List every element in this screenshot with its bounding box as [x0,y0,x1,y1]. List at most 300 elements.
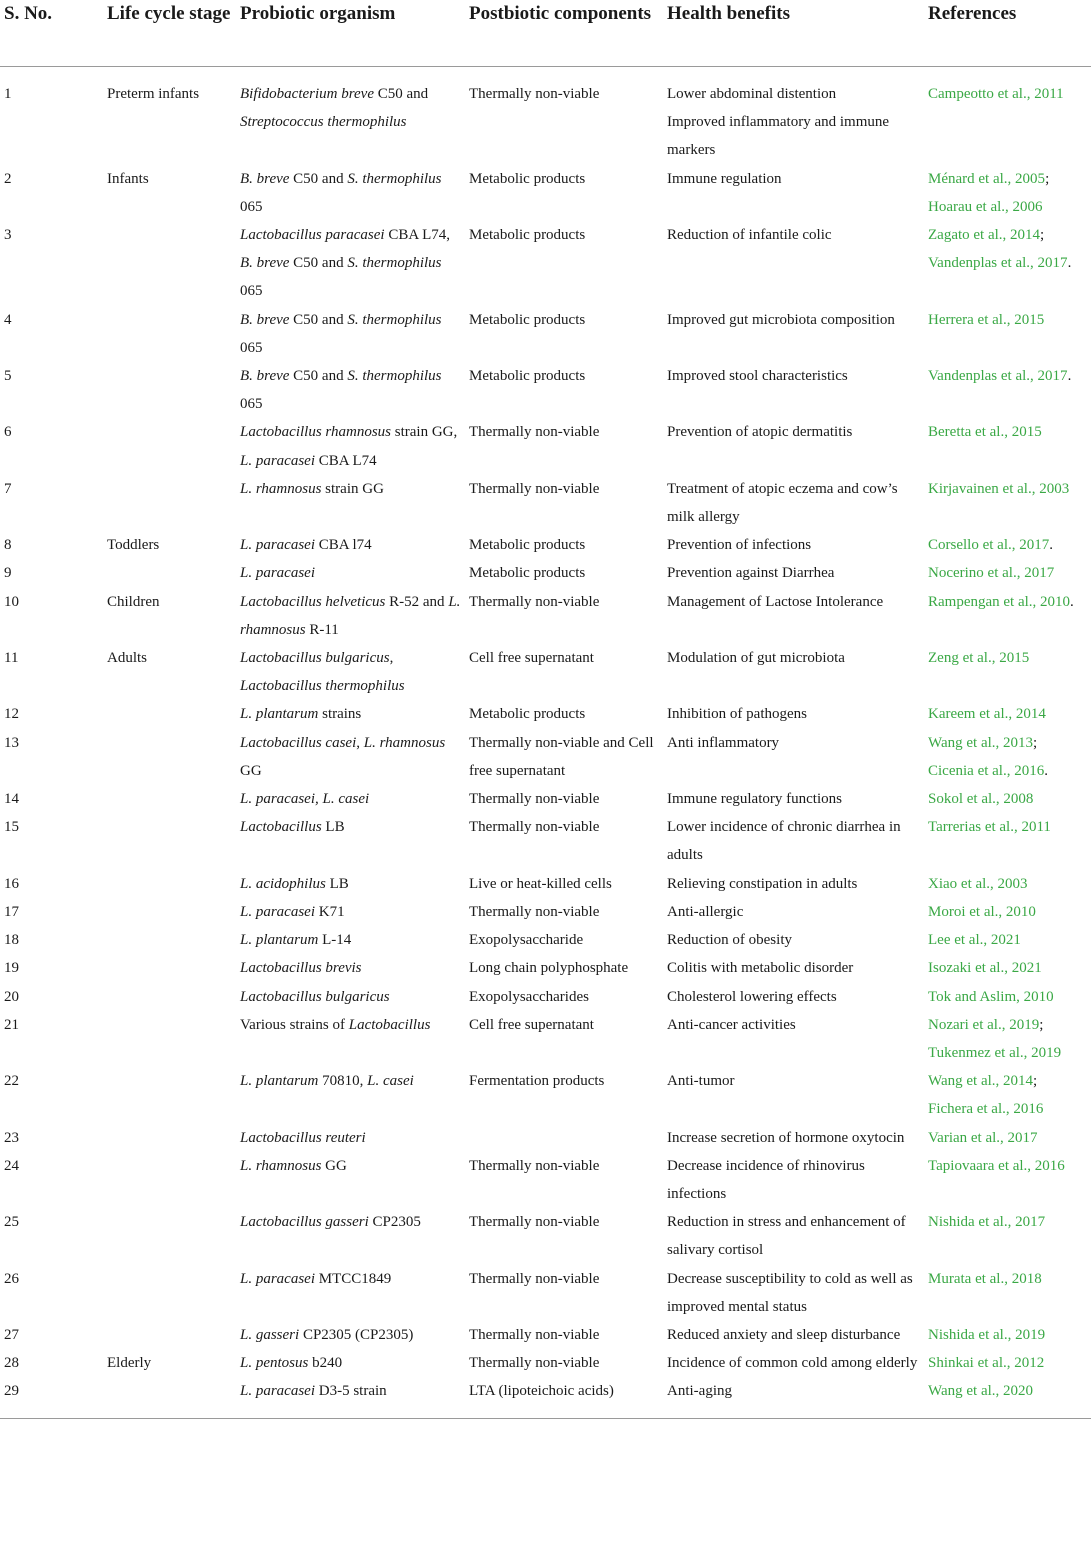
reference-link[interactable]: Corsello et al., 2017 [928,537,1050,554]
health-benefit-line: Colitis with metabolic disorder [667,960,854,977]
cell-references [924,785,1091,813]
health-benefit-line: Immune regulatory functions [667,791,842,808]
reference-link[interactable]: Kirjavainen et al., 2003 [928,480,1070,497]
table-body [0,67,1091,1419]
cell-postbiotic-components: Thermally non-viable [469,86,600,102]
reference-line [928,954,1091,982]
reference-link[interactable]: Xiao et al., 2003 [928,875,1028,892]
reference-line [928,475,1091,503]
cell-health-benefits [663,926,924,954]
organism-text: MTCC1849 [315,1270,392,1287]
cell-life-cycle-stage [103,1011,236,1067]
reference-line [928,1377,1091,1405]
cell-sno: 16 [4,875,19,892]
cell-probiotic-organism [236,531,465,559]
cell-sno: 13 [4,734,19,751]
reference-link[interactable]: Cicenia et al., 2016 [928,762,1045,779]
cell-life-cycle-stage [103,362,236,418]
reference-link[interactable]: Wang et al., 2014 [928,1073,1034,1090]
table-row [0,813,1091,869]
organism-text: CBA L74, [384,227,451,244]
organism-text: 065 [240,339,263,356]
cell-references [924,1349,1091,1377]
cell-sno: 14 [4,791,19,808]
cell-probiotic-organism [236,870,465,898]
reference-line [928,531,1091,559]
table-row [0,1321,1091,1349]
cell-sno: 1 [4,86,12,102]
table-row [0,1011,1091,1067]
cell-references [924,362,1091,418]
cell-references [924,1011,1091,1067]
health-benefit-line: Improved inflammatory and immune markers [667,114,890,159]
organism-text: C50 and [374,86,429,102]
cell-sno: 10 [4,593,19,610]
reference-separator: ; [1045,170,1050,187]
organism-name-italic: L. paracasei [240,903,315,920]
table-row [0,926,1091,954]
cell-life-cycle-stage [103,306,236,362]
cell-life-cycle-stage: Adults [107,650,148,667]
reference-line [928,898,1091,926]
health-benefit-line: Decrease incidence of rhinovirus infections [667,1157,865,1202]
reference-line [928,1039,1091,1067]
cell-references [924,306,1091,362]
reference-line [928,193,1091,221]
cell-life-cycle-stage: Preterm infants [107,86,200,102]
cell-sno: 20 [4,988,19,1005]
cell-postbiotic-components: Thermally non-viable [469,791,600,808]
reference-line [928,165,1091,193]
organism-name-italic: L. plantarum [240,932,319,949]
cell-probiotic-organism [236,306,465,362]
cell-probiotic-organism [236,418,465,474]
organism-name-italic: Lactobacillus gasseri [240,1214,369,1231]
cell-postbiotic-components: Thermally non-viable and Cell free supernatant [469,734,654,779]
table-row [0,983,1091,1011]
reference-line [928,870,1091,898]
cell-postbiotic-components [465,1124,663,1152]
health-benefit-line: Anti-tumor [667,1073,735,1090]
cell-life-cycle-stage [103,1152,236,1208]
cell-references [924,1152,1091,1208]
cell-postbiotic-components: Exopolysaccharide [469,932,584,949]
cell-life-cycle-stage [103,1208,236,1264]
cell-probiotic-organism [236,1321,465,1349]
cell-postbiotic-components: LTA (lipoteichoic acids) [465,1377,663,1418]
table-row [0,165,1091,221]
reference-line [928,80,1091,108]
health-benefit-line: Improved gut microbiota composition [667,311,895,328]
cell-sno: 22 [4,1073,19,1090]
cell-references [924,559,1091,587]
cell-postbiotic-components: Metabolic products [469,368,586,385]
reference-line [928,1349,1091,1377]
reference-link[interactable]: Fichera et al., 2016 [928,1101,1044,1118]
reference-link[interactable]: Rampengan et al., 2010 [928,593,1071,610]
health-benefit-line: Lower incidence of chronic diarrhea in adults [667,819,901,864]
cell-references [924,813,1091,869]
cell-references [924,1124,1091,1152]
cell-probiotic-organism [236,1011,465,1067]
organism-name-italic: Lactobacillus [348,1016,431,1033]
reference-link[interactable]: Tapiovaara et al., 2016 [928,1157,1065,1174]
header-life-cycle-stage: Life cycle stage [103,0,236,67]
cell-health-benefits [663,700,924,728]
cell-probiotic-organism [236,1067,465,1123]
cell-probiotic-organism [236,1124,465,1152]
organism-name-italic: L. rhamnosus [240,1157,322,1174]
cell-references [924,700,1091,728]
organism-name-italic: B. breve [240,368,290,385]
cell-life-cycle-stage: Elderly [107,1355,152,1372]
cell-health-benefits [663,1208,924,1264]
cell-health-benefits [663,531,924,559]
cell-probiotic-organism [236,983,465,1011]
cell-life-cycle-stage [103,1265,236,1321]
cell-health-benefits [663,1265,924,1321]
cell-health-benefits [663,588,924,644]
cell-sno: 11 [4,650,19,667]
reference-link[interactable]: Ménard et al., 2005 [928,170,1046,187]
health-benefit-line: Anti-allergic [667,903,744,920]
reference-line [928,1321,1091,1349]
reference-line [928,700,1091,728]
cell-health-benefits [663,870,924,898]
cell-health-benefits [663,559,924,587]
organism-name-italic: L. acidophilus [240,875,326,892]
health-benefit-line: Relieving constipation in adults [667,875,858,892]
cell-sno: 15 [4,819,19,836]
cell-health-benefits [663,362,924,418]
table-row [0,644,1091,700]
cell-probiotic-organism [236,954,465,982]
table-row [0,588,1091,644]
cell-health-benefits [663,67,924,165]
cell-postbiotic-components: Live or heat-killed cells [469,875,612,892]
cell-references [924,926,1091,954]
cell-postbiotic-components: Metabolic products [469,537,586,554]
cell-health-benefits [663,983,924,1011]
health-benefit-line: Cholesterol lowering effects [667,988,837,1005]
cell-sno: 19 [4,960,19,977]
cell-sno: 8 [4,537,12,554]
header-references: References [924,0,1091,67]
cell-life-cycle-stage [103,221,236,306]
cell-health-benefits [663,644,924,700]
organism-name-italic: L. gasseri [240,1326,300,1343]
reference-link[interactable]: Kareem et al., 2014 [928,706,1046,723]
reference-link[interactable]: Zagato et al., 2014 [928,227,1041,244]
cell-probiotic-organism [236,475,465,531]
organism-text: R-11 [305,621,339,638]
cell-life-cycle-stage [103,1377,236,1418]
health-benefit-line: Incidence of common cold among elderly [667,1355,918,1372]
organism-name-italic: L. pentosus [240,1355,309,1372]
reference-line [928,249,1091,277]
reference-link[interactable]: Nishida et al., 2017 [928,1214,1046,1231]
organism-text: strain GG [321,480,384,497]
reference-link[interactable]: Sokol et al., 2008 [928,791,1034,808]
reference-line [928,1208,1091,1236]
cell-probiotic-organism [236,785,465,813]
reference-link[interactable]: Beretta et al., 2015 [928,424,1042,441]
reference-link[interactable]: Wang et al., 2020 [928,1383,1034,1400]
cell-life-cycle-stage [103,475,236,531]
organism-text: C50 and [289,255,348,272]
cell-sno: 2 [4,170,12,187]
table-row [0,729,1091,785]
reference-separator: . [1044,762,1048,779]
cell-references [924,870,1091,898]
reference-separator: . [1049,537,1053,554]
reference-line [928,1011,1091,1039]
cell-references [924,588,1091,644]
cell-probiotic-organism [236,1208,465,1264]
cell-probiotic-organism [236,898,465,926]
cell-sno: 25 [4,1214,19,1231]
reference-link[interactable]: Wang et al., 2013 [928,734,1034,751]
cell-life-cycle-stage [103,1321,236,1349]
organism-name-italic: L. rhamnosus [240,593,461,638]
reference-link[interactable]: Herrera et al., 2015 [928,311,1045,328]
organism-text: C50 and [289,311,348,328]
reference-link[interactable]: Varian et al., 2017 [928,1129,1038,1146]
cell-postbiotic-components: Metabolic products [469,227,586,244]
reference-line [928,1124,1091,1152]
organism-name-italic: L. paracasei [240,1270,315,1287]
cell-probiotic-organism [236,700,465,728]
cell-health-benefits [663,1124,924,1152]
cell-references [924,1377,1091,1418]
cell-probiotic-organism [236,926,465,954]
cell-references [924,1208,1091,1264]
cell-references [924,221,1091,306]
table-row [0,870,1091,898]
cell-life-cycle-stage: Children [107,593,160,610]
table-row [0,362,1091,418]
organism-text: LB [325,875,349,892]
organism-name-italic: Bifidobacterium breve [240,86,374,102]
reference-link[interactable]: Tarrerias et al., 2011 [928,819,1051,836]
reference-line [928,983,1091,1011]
reference-separator: ; [1033,1073,1038,1090]
health-benefit-line: Anti-aging [667,1383,732,1400]
table-row [0,785,1091,813]
reference-line [928,1152,1091,1180]
cell-probiotic-organism [236,559,465,587]
cell-life-cycle-stage [103,870,236,898]
table-row [0,1124,1091,1152]
cell-sno: 24 [4,1157,19,1174]
reference-line [928,221,1091,249]
organism-name-italic: Lactobacillus bulgaricus [240,988,390,1005]
cell-probiotic-organism [236,67,465,165]
reference-link[interactable]: Nocerino et al., 2017 [928,565,1055,582]
organism-text: R-52 and [385,593,449,610]
cell-life-cycle-stage: Infants [107,170,149,187]
organism-text: 065 [240,198,263,215]
cell-probiotic-organism [236,165,465,221]
cell-probiotic-organism [236,221,465,306]
cell-postbiotic-components: Long chain polyphosphate [469,960,629,977]
cell-health-benefits [663,1011,924,1067]
reference-link[interactable]: Hoarau et al., 2006 [928,198,1043,215]
cell-life-cycle-stage [103,954,236,982]
organism-text: 065 [240,396,263,413]
cell-references [924,418,1091,474]
reference-link[interactable]: Lee et al., 2021 [928,932,1021,949]
organism-name-italic: Lactobacillus thermophilus [240,678,405,695]
organism-text: D3-5 strain [315,1383,387,1400]
reference-link[interactable]: Nozari et al., 2019 [928,1016,1040,1033]
cell-postbiotic-components: Thermally non-viable [469,1355,600,1372]
cell-life-cycle-stage [103,559,236,587]
cell-life-cycle-stage [103,729,236,785]
health-benefit-line: Anti-cancer activities [667,1016,796,1033]
table-row [0,418,1091,474]
cell-references [924,531,1091,559]
table-row [0,531,1091,559]
reference-link[interactable]: Campeotto et al., 2011 [928,86,1064,102]
health-benefit-line: Anti inflammatory [667,734,780,751]
organism-name-italic: Lactobacillus paracasei [240,227,385,244]
cell-probiotic-organism [236,362,465,418]
cell-postbiotic-components: Metabolic products [469,170,586,187]
reference-line [928,362,1091,390]
cell-postbiotic-components: Metabolic products [469,311,586,328]
health-benefit-line: Reduction of obesity [667,932,792,949]
organism-text: LB [321,819,345,836]
reference-line [928,926,1091,954]
cell-health-benefits [663,221,924,306]
organism-text: C50 and [289,368,348,385]
cell-probiotic-organism [236,1265,465,1321]
cell-health-benefits [663,898,924,926]
organism-text: GG [240,762,262,779]
reference-link[interactable]: Nishida et al., 2019 [928,1326,1046,1343]
cell-references [924,1321,1091,1349]
reference-link[interactable]: Tok and Aslim, 2010 [928,988,1054,1005]
cell-postbiotic-components: Thermally non-viable [469,480,600,497]
cell-postbiotic-components: Thermally non-viable [469,1157,600,1174]
reference-line [928,559,1091,587]
cell-postbiotic-components: Thermally non-viable [469,593,600,610]
table-row [0,559,1091,587]
organism-text: strains [318,706,362,723]
health-benefit-line: Modulation of gut microbiota [667,650,845,667]
organism-text: Various strains of [240,1016,349,1033]
organism-text: CBA l74 [315,537,372,554]
organism-text: , [389,650,394,667]
cell-sno: 4 [4,311,12,328]
organism-name-italic: L. plantarum [240,706,319,723]
cell-sno: 7 [4,480,12,497]
reference-link[interactable]: Shinkai et al., 2012 [928,1355,1045,1372]
cell-postbiotic-components: Thermally non-viable [469,819,600,836]
organism-text: CP2305 (CP2305) [299,1326,414,1343]
health-benefit-line: Lower abdominal distention [667,86,837,102]
reference-link[interactable]: Isozaki et al., 2021 [928,960,1042,977]
cell-life-cycle-stage [103,1124,236,1152]
health-benefit-line: Reduction in stress and enhancement of salivary cortisol [667,1214,906,1259]
cell-health-benefits [663,418,924,474]
cell-references [924,475,1091,531]
cell-references [924,954,1091,982]
cell-probiotic-organism [236,813,465,869]
health-benefit-line: Reduction of infantile colic [667,227,832,244]
reference-separator: ; [1033,734,1038,751]
reference-link[interactable]: Murata et al., 2018 [928,1270,1042,1287]
cell-sno: 21 [4,1016,19,1033]
health-benefit-line: Prevention of infections [667,537,812,554]
reference-separator: ; [1039,1016,1044,1033]
cell-sno: 29 [0,1377,103,1418]
cell-postbiotic-components: Fermentation products [469,1073,605,1090]
organism-name-italic: L. paracasei, L. casei [240,791,370,808]
organism-name-italic: B. breve [240,255,290,272]
cell-health-benefits [663,1152,924,1208]
health-benefit-line: Decrease susceptibility to cold as well as improved mental status [667,1270,913,1315]
health-benefit-line: Inhibition of pathogens [667,706,807,723]
organism-text: CP2305 [368,1214,421,1231]
cell-probiotic-organism [236,729,465,785]
cell-probiotic-organism [236,1349,465,1377]
health-benefit-line: Prevention against Diarrhea [667,565,835,582]
cell-references [924,644,1091,700]
health-benefit-line: Immune regulation [667,170,782,187]
table-row [0,306,1091,362]
table-row [0,475,1091,531]
reference-line [928,418,1091,446]
health-benefit-line: Increase secretion of hormone oxytocin [667,1129,905,1146]
table-row [0,67,1091,165]
cell-references [924,983,1091,1011]
cell-sno: 17 [4,903,19,920]
organism-text: C50 and [289,170,348,187]
reference-link[interactable]: Tukenmez et al., 2019 [928,1044,1062,1061]
reference-line [928,588,1091,616]
reference-link[interactable]: Moroi et al., 2010 [928,903,1036,920]
cell-probiotic-organism [236,1377,465,1418]
cell-sno: 26 [4,1270,19,1287]
reference-link[interactable]: Vandenplas et al., 2017 [928,255,1068,272]
organism-name-italic: Lactobacillus reuteri [240,1129,366,1146]
cell-references [924,1067,1091,1123]
health-benefit-line: Reduced anxiety and sleep disturbance [667,1326,901,1343]
cell-health-benefits [663,1067,924,1123]
organism-name-italic: S. thermophilus [347,311,442,328]
health-benefit-line: Prevention of atopic dermatitis [667,424,853,441]
cell-postbiotic-components: Metabolic products [469,565,586,582]
reference-separator: . [1070,593,1074,610]
cell-life-cycle-stage [103,926,236,954]
cell-postbiotic-components: Cell free supernatant [469,650,594,667]
cell-health-benefits [663,954,924,982]
cell-health-benefits [663,475,924,531]
reference-line [928,1067,1091,1095]
cell-references [924,729,1091,785]
reference-link[interactable]: Vandenplas et al., 2017 [928,368,1068,385]
organism-name-italic: Streptococcus thermophilus [240,114,407,131]
organism-name-italic: L. paracasei [240,565,315,582]
cell-health-benefits [663,306,924,362]
cell-sno: 6 [4,424,12,441]
cell-postbiotic-components: Thermally non-viable [469,1326,600,1343]
organism-name-italic: B. breve [240,311,290,328]
reference-line [928,644,1091,672]
reference-link[interactable]: Zeng et al., 2015 [928,650,1030,667]
